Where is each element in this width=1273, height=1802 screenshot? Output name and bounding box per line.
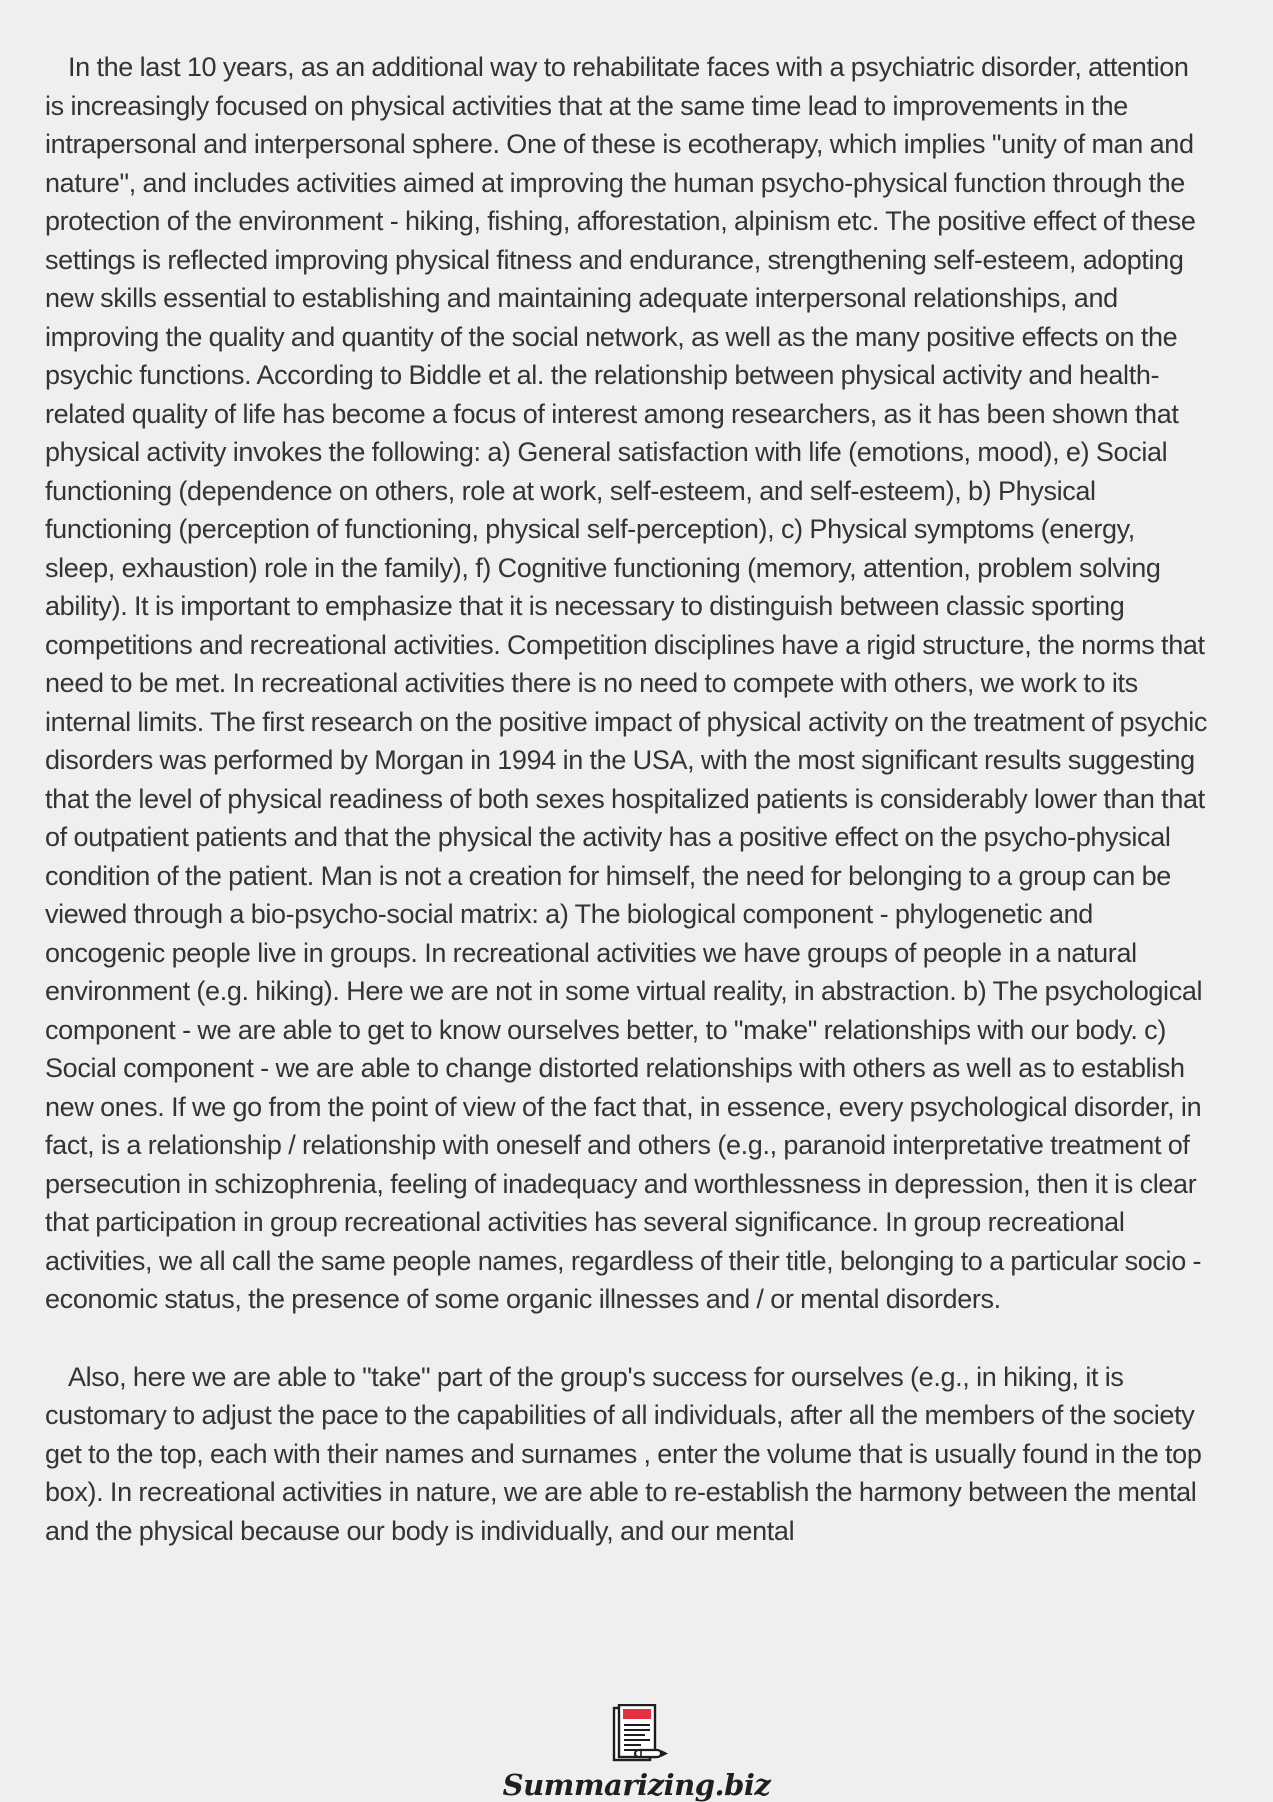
paragraph-2: Also, here we are able to "take" part of the group's success for ourselves (e.g., in hiking, it is customary to adjust the pace to the capabilities of all individuals, after all the members of the society get to the top, each with their names and surnames , enter the volume that is usually found in the top box). In recreational activities in nature, we are able to re-establish the harmony between the mental and the physical because our body is individually, and our mental [45,1361,1202,1546]
logo-text: Summarizing.biz [502,1768,771,1802]
document-body [45,48,1210,1550]
site-logo[interactable] [0,1704,1273,1802]
paragraph-1: In the last 10 years, as an additional way to rehabilitate faces with a psychiatric disorder, attention is increasingly focused on physical activities that at the same time lead to improvements in the intrapersonal and interpersonal sphere. One of these is ecotherapy, which implies "unity of man and nature", and includes activities aimed at improving the human psycho-physical function through the protection of the environment - hiking, fishing, afforestation, alpinism etc. The positive effect of these settings is reflected improving physical fitness and endurance, strengthening self-esteem, adopting new skills essential to establishing and maintaining adequate interpersonal relationships, and improving the quality and quantity of the social network, as well as the many positive effects on the psychic functions. According to Biddle et al. the relationship between physical activity and health-related quality of life has become a focus of interest among researchers, as it has been shown that physical activity invokes the following: a) General satisfaction with life (emotions, mood), e) Social functioning (dependence on others, role at work, self-esteem, and self-esteem), b) Physical functioning (perception of functioning, physical self-perception), c) Physical symptoms (energy, sleep, exhaustion) role in the family), f) Cognitive functioning (memory, attention, problem solving ability). It is important to emphasize that it is necessary to distinguish between classic sporting competitions and recreational activities. Competition disciplines have a rigid structure, the norms that need to be met. In recreational activities there is no need to compete with others, we work to its internal limits. The first research on the positive impact of physical activity on the treatment of psychic disorders was performed by Morgan in 1994 in the USA, with the most significant results suggesting that the level of physical readiness of both sexes hospitalized patients is considerably lower than that of outpatient patients and that the physical the activity has a positive effect on the psycho-physical condition of the patient. Man is not a creation for himself, the need for belonging to a group can be viewed through a bio-psycho-social matrix: a) The biological component - phylogenetic and oncogenic people live in groups. In recreational activities we have groups of people in a natural environment (e.g. hiking). Here we are not in some virtual reality, in abstraction. b) The psychological component - we are able to get to know ourselves better, to "make" relationships with our body. c) Social component - we are able to change distorted relationships with others as well as to establish new ones. If we go from the point of view of the fact that, in essence, every psychological disorder, in fact, is a relationship / relationship with oneself and others (e.g., paranoid interpretative treatment of persecution in schizophrenia, feeling of inadequacy and worthlessness in depression, then it is clear that participation in group recreational activities has several significance. In group recreational activities, we all call the same people names, regardless of their title, belonging to a particular socio - economic status, the presence of some organic illnesses and / or mental disorders. [45,52,1208,1314]
document-pen-icon [605,1704,669,1770]
